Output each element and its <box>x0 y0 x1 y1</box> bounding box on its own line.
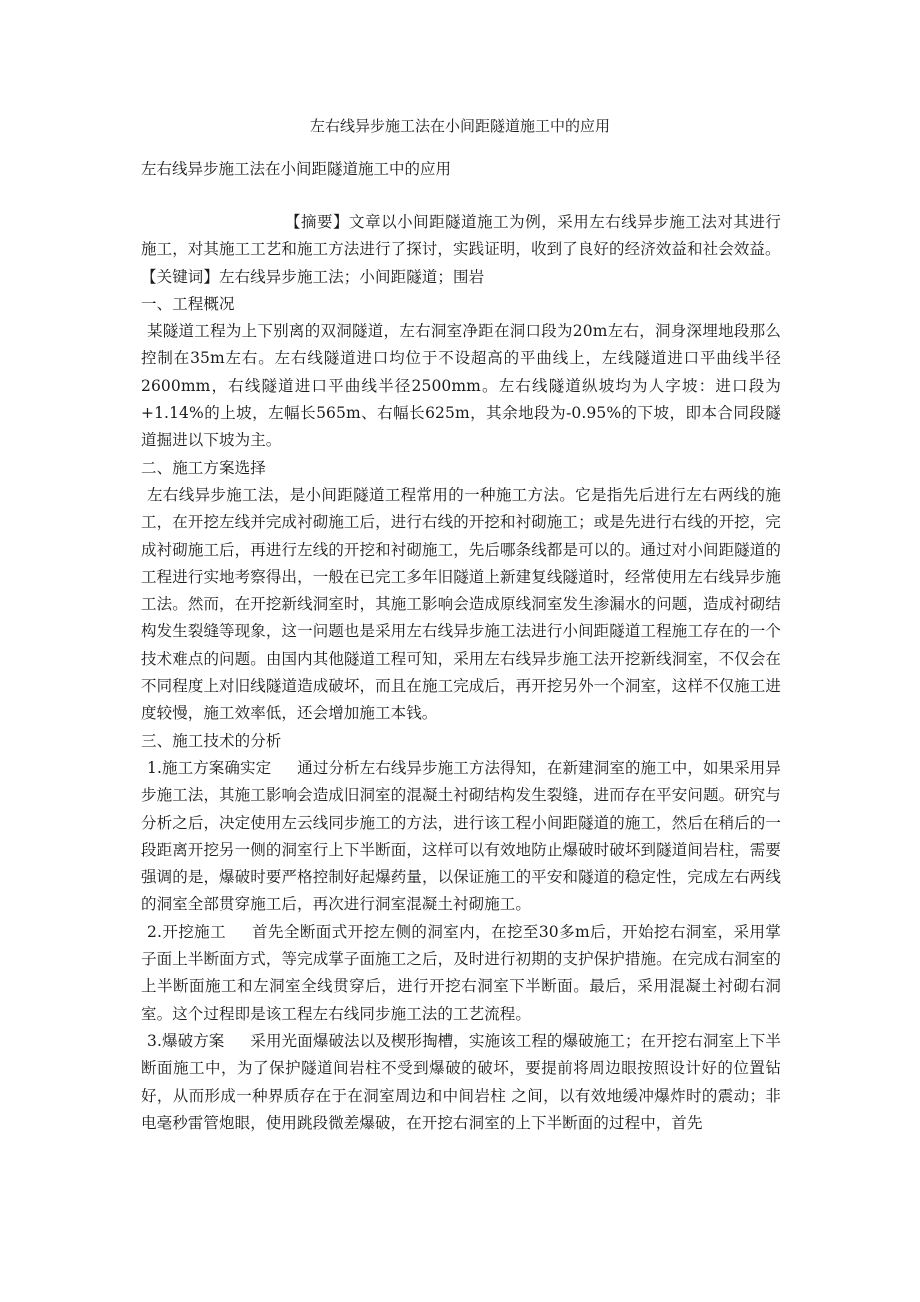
item-text: 通过分析左右线异步施工方法得知，在新建洞室的施工中，如果采用异步施工法，其施工影响会造成旧洞室的混凝土衬砌结构发生裂缝，进而存在平安问题。研究与分析之后，决定使用左云线同步施工的方法，进行该工程小间距隧道的施工，然后在稍后的一段距离开挖另一侧的洞室行上下半断面，这样可以有效地防止爆破时破坏到隧道间岩柱，需要强调的是，爆破时要严格控制好起爆药量，以保证施工的平安和隧道的稳定性，完成左右两线的洞室全部贯穿施工后，再次进行洞室混凝土衬砌施工。 <box>141 758 781 914</box>
document-body <box>141 209 781 1137</box>
section-heading: 三、施工技术的分析 <box>141 731 282 750</box>
document-title: 左右线异步施工法在小间距隧道施工中的应用 <box>309 117 610 135</box>
item-text: 首先全断面式开挖左侧的洞室内，在挖至30多m后，开始挖右洞室，采用掌子面上半断面方式，等完成掌子面施工之后，及时进行初期的支护保护措施。在完成右洞室的上半断面施工和左洞室全线贯穿后，进行开挖右洞室下半断面。最后，采用混凝土衬砌右洞室。这个过程即是该工程左右线同步施工法的工艺流程。 <box>141 922 782 1023</box>
item-label: 3.爆破方案 <box>147 1031 225 1050</box>
item-label: 2.开挖施工 <box>147 922 227 941</box>
section-paragraph: 某隧道工程为上下别离的双洞隧道，左右洞室净距在洞口段为20m左右，洞身深埋地段那么控制在35m左右。左右线隧道进口均位于不设超高的平曲线上，左线隧道进口平曲线半径2600mm，右线隧道进口平曲线半径2500mm。左右线隧道纵坡均为人字坡：进口段为+1.14%的上坡，左幅长565m、右幅长625m，其余地段为-0.95%的下坡，即本合同段隧道掘进以下坡为主。 <box>141 322 781 450</box>
document-subtitle: 左右线异步施工法在小间距隧道施工中的应用 <box>141 160 452 178</box>
keywords-paragraph: 【关键词】左右线异步施工法；小间距隧道；围岩 <box>141 267 485 286</box>
section-heading: 二、施工方案选择 <box>141 458 266 477</box>
section-heading: 一、工程概况 <box>141 294 235 313</box>
numbered-paragraph <box>141 919 781 1028</box>
item-label: 1.施工方案确实定 <box>147 758 272 777</box>
abstract-paragraph: 【摘要】文章以小间距隧道施工为例，采用左右线异步施工法对其进行施工，对其施工工艺和施工方法进行了探讨，实践证明，收到了良好的经济效益和社会效益。 <box>141 213 781 259</box>
section-paragraph: 左右线异步施工法，是小间距隧道工程常用的一种施工方法。它是指先后进行左右两线的施工，在开挖左线并完成衬砌施工后，进行右线的开挖和衬砌施工；或是先进行右线的开挖，完成衬砌施工后，再进行左线的开挖和衬砌施工，先后哪条线都是可以的。通过对小间距隧道的工程进行实地考察得出，一般在已完工多年旧隧道上新建复线隧道时，经常使用左右线异步施工法。然而，在开挖新线洞室时，其施工影响会造成原线洞室发生渗漏水的问题，造成衬砌结构发生裂缝等现象，这一问题也是采用左右线异步施工法进行小间距隧道工程施工存在的一个技术难点的问题。由国内其他隧道工程可知，采用左右线异步施工法开挖新线洞室，不仅会在不同程度上对旧线隧道造成破坏，而且在施工完成后，再开挖另外一个洞室，这样不仅施工进度较慢，施工效率低，还会增加施工本钱。 <box>141 485 781 723</box>
numbered-paragraph <box>141 755 781 919</box>
item-text: 采用光面爆破法以及楔形掏槽，实施该工程的爆破施工；在开挖右洞室上下半断面施工中，为了保护隧道间岩柱不受到爆破的破坏，要提前将周边眼按照设计好的位置钻好，从而形成一种界质存在于在洞室周边和中间岩柱 之间，以有效地缓冲爆炸时的震动；非电毫秒雷管炮眼，使用跳段微差爆破，在开挖右洞室的上下半断面的过程中，首先 <box>141 1031 782 1132</box>
numbered-paragraph <box>141 1028 781 1137</box>
